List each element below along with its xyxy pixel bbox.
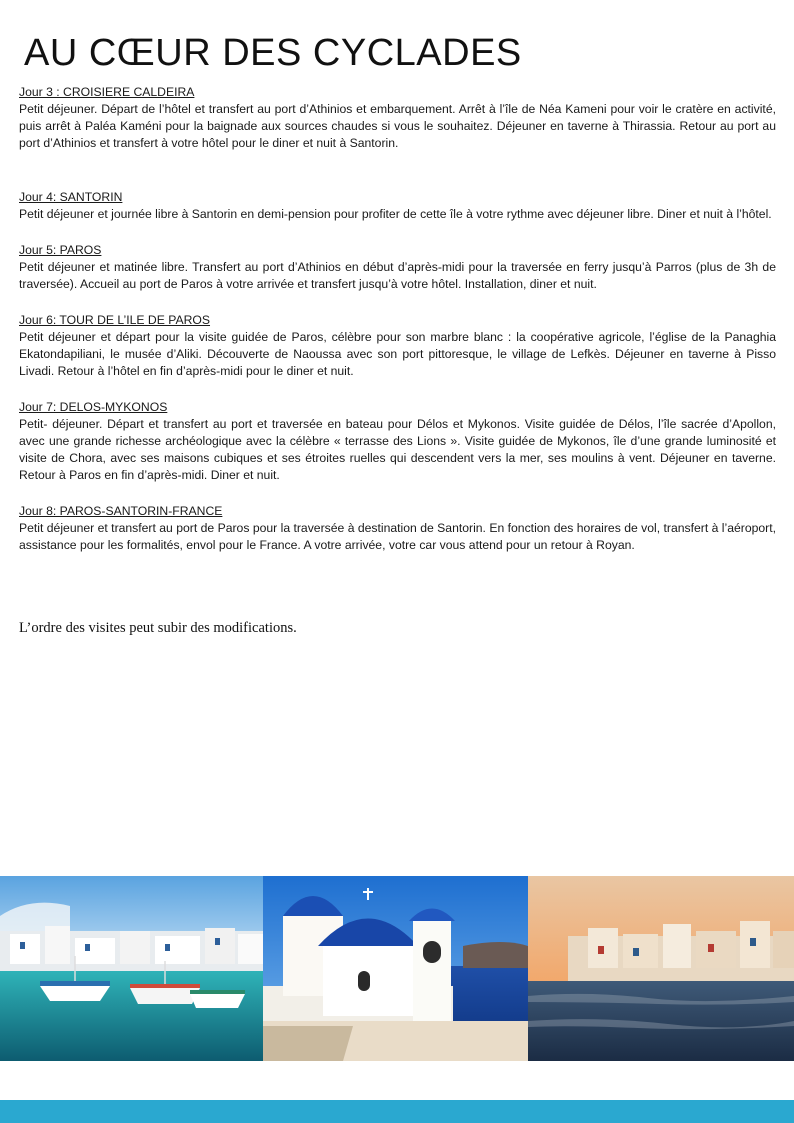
day-description: Petit déjeuner et transfert au port de Paros pour la traversée à destination de Santorin. En fonction des horaires de vol, transfert à l’aéroport, assistance pour les formalités, envol pour le France. A votre arrivée, votre car vous attend pour un retour à Royan. bbox=[19, 521, 776, 552]
day-heading: Jour 5: PAROS bbox=[19, 243, 102, 257]
harbor-boats-photo bbox=[0, 876, 263, 1061]
little-venice-photo bbox=[528, 876, 794, 1061]
photo-strip bbox=[0, 876, 794, 1061]
day-description: Petit déjeuner et journée libre à Santorin en demi-pension pour profiter de cette île à votre rythme avec déjeuner libre. Diner et nuit à l’hôtel. bbox=[19, 207, 772, 221]
day-3 bbox=[19, 84, 776, 152]
blue-domes-photo bbox=[263, 876, 528, 1061]
day-heading: Jour 8: PAROS-SANTORIN-FRANCE bbox=[19, 504, 223, 518]
footer-bar bbox=[0, 1100, 794, 1123]
day-8 bbox=[19, 503, 776, 554]
itinerary bbox=[19, 84, 776, 554]
day-7 bbox=[19, 399, 776, 484]
day-heading: Jour 3 : CROISIERE CALDEIRA bbox=[19, 85, 195, 99]
day-description: Petit déjeuner. Départ de l’hôtel et transfert au port d’Athinios et embarquement. Arrêt à l’île de Néa Kameni pour voir le cratère en activité, puis arrêt à Paléa Kaméni pour la baignade aux sources chaudes si vous le souhaitez. Déjeuner en taverne à Thirassia. Retour au port au port d’Athinios et transfert à votre hôtel pour le diner et nuit à Santorin. bbox=[19, 102, 776, 150]
day-heading: Jour 7: DELOS-MYKONOS bbox=[19, 400, 168, 414]
day-5 bbox=[19, 242, 776, 293]
day-heading: Jour 4: SANTORIN bbox=[19, 190, 123, 204]
day-4 bbox=[19, 189, 776, 223]
day-description: Petit déjeuner et matinée libre. Transfert au port d’Athinios en début d’après-midi pour la traversée en ferry jusqu’à Parros (plus de 3h de traversée). Accueil au port de Paros à votre arrivée et transfert jusqu’à votre hôtel. Installation, diner et nuit. bbox=[19, 260, 776, 291]
modification-note: L’ordre des visites peut subir des modifications. bbox=[19, 620, 297, 636]
day-description: Petit- déjeuner. Départ et transfert au port et traversée en bateau pour Délos et Mykonos. Visite guidée de Délos, l’île sacrée d’Apollon, avec une grande richesse archéologique avec la célèbre « terrasse des Lions ». Visite guidée de Mykonos, île d’une grande luminosité et visite de Chora, avec ses maisons cubiques et ses étroites ruelles qui descendent vers la mer, ses moulins à vent. Déjeuner en taverne. Retour à Paros en fin d’après-midi. Diner et nuit. bbox=[19, 417, 776, 482]
day-heading: Jour 6: TOUR DE L’ILE DE PAROS bbox=[19, 313, 211, 327]
day-description: Petit déjeuner et départ pour la visite guidée de Paros, célèbre pour son marbre blanc : la coopérative agricole, l’église de la Panaghia Ekatondapiliani, le musée d’Aliki. Découverte de Naoussa avec son port pittoresque, le village de Lefkès. Déjeuner en taverne à Pisso Livadi. Retour à l’hôtel en fin d’après-midi pour le diner et nuit. bbox=[19, 330, 776, 378]
page-title: AU CŒUR DES CYCLADES bbox=[24, 32, 522, 74]
day-6 bbox=[19, 312, 776, 380]
